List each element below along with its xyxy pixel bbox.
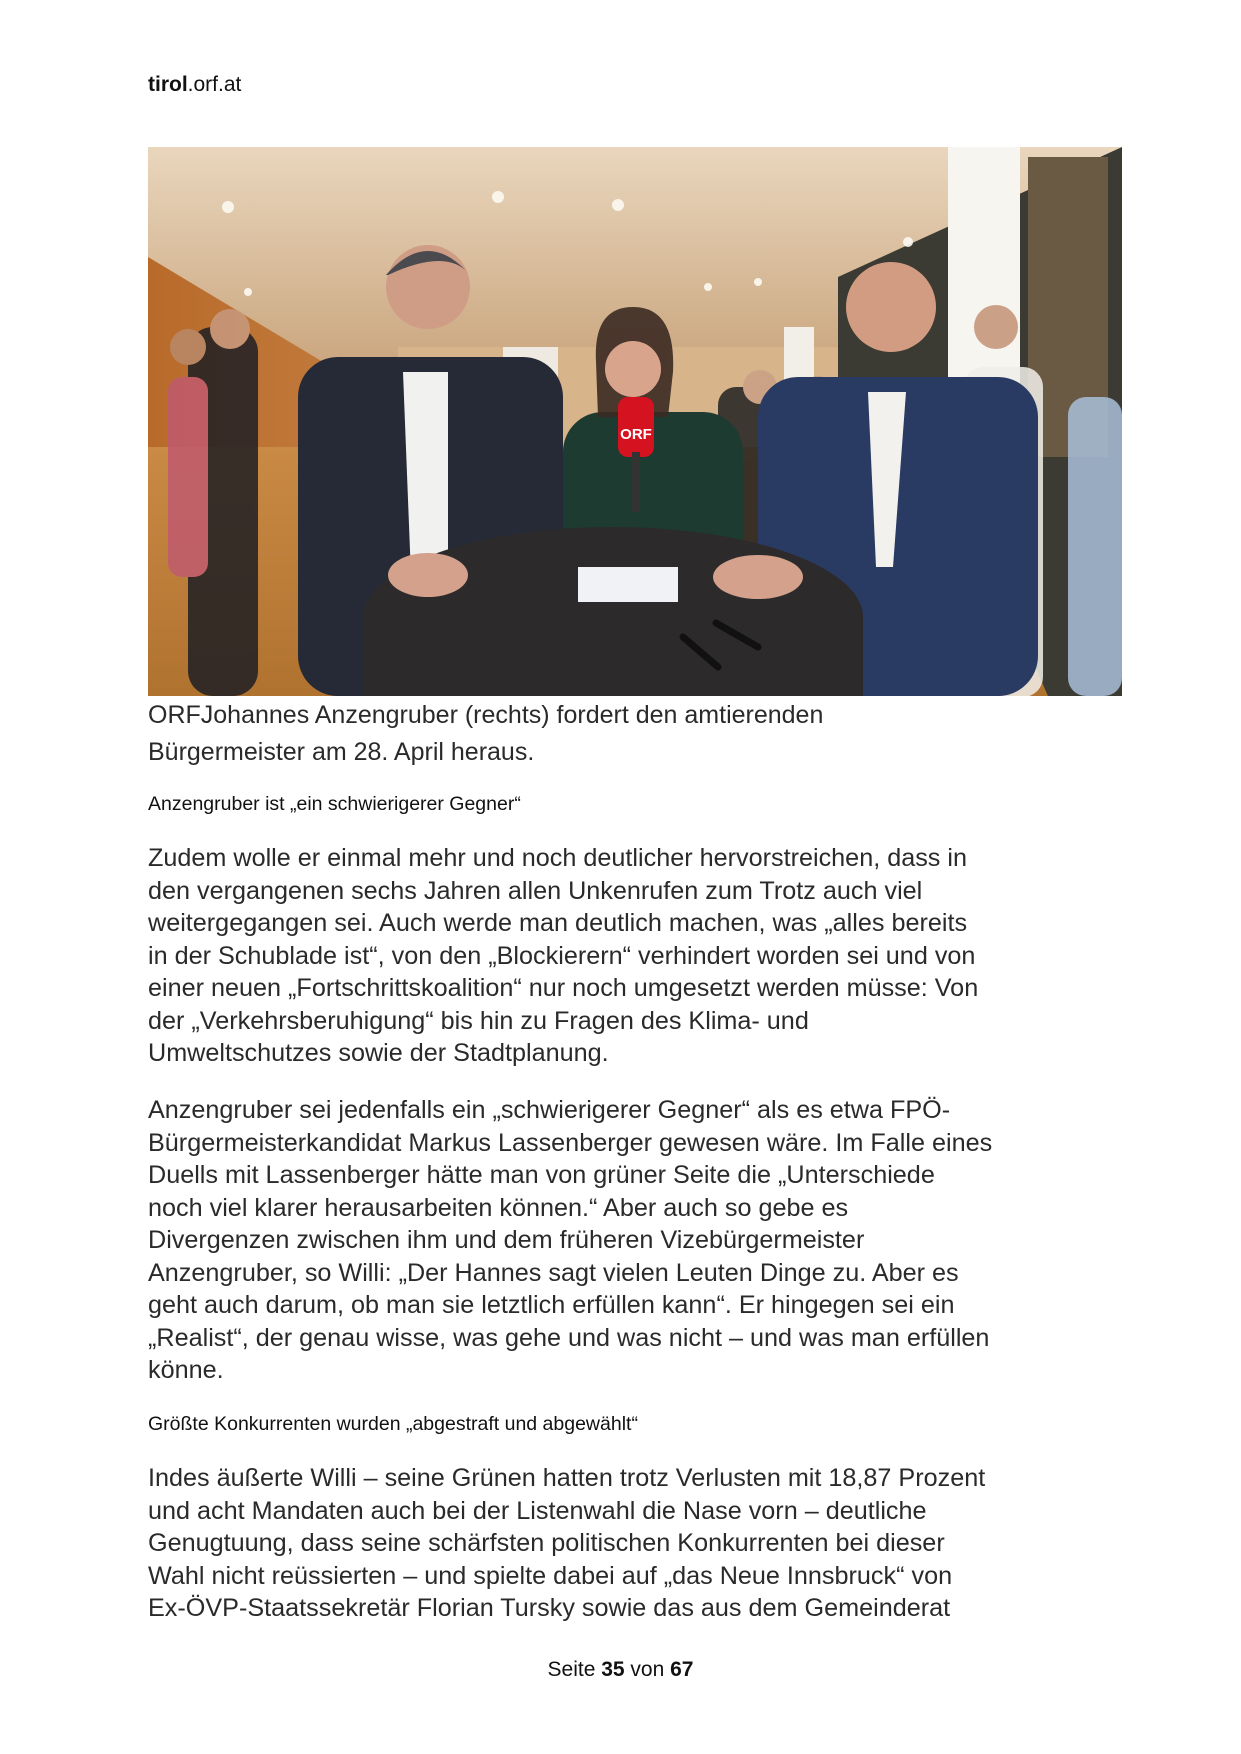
paragraph-line: den vergangenen sechs Jahren allen Unkenrufen zum Trotz auch viel bbox=[148, 876, 923, 905]
site-name-domain: .orf.at bbox=[187, 73, 242, 96]
article-paragraph bbox=[148, 1094, 1108, 1387]
paragraph-line: Ex-ÖVP-Staatssekretär Florian Tursky sowie das aus dem Gemeinderat bbox=[148, 1594, 951, 1622]
paragraph-line: weitergegangen sei. Auch werde man deutlich machen, was „alles bereits bbox=[148, 909, 968, 937]
interview-photo-illustration bbox=[148, 147, 1122, 696]
site-header bbox=[148, 72, 241, 98]
paragraph-line: in der Schublade ist“, von den „Blockierern“ verhindert worden sei und von bbox=[148, 941, 976, 970]
section-subheading: Größte Konkurrenten wurden „abgestraft und abgewählt“ bbox=[148, 1413, 638, 1435]
paragraph-line: der „Verkehrsberuhigung“ bis hin zu Fragen des Klima- und bbox=[148, 1006, 809, 1035]
photo-caption bbox=[148, 697, 1108, 771]
article-paragraph bbox=[148, 842, 1108, 1070]
paragraph-line: „Realist“, der genau wisse, was gehe und was nicht – und was man erfüllen bbox=[148, 1323, 990, 1352]
page-footer bbox=[0, 1657, 1241, 1683]
article-paragraph bbox=[148, 1462, 1108, 1625]
page-label: Seite bbox=[547, 1658, 602, 1681]
total-pages-number: 67 bbox=[670, 1658, 694, 1681]
paragraph-line: und acht Mandaten auch bei der Listenwahl die Nase vorn – deutliche bbox=[148, 1496, 927, 1525]
paragraph-line: Wahl nicht reüssierten – und spielte dabei auf „das Neue Innsbruck“ von bbox=[148, 1561, 953, 1590]
paragraph-line: Anzengruber, so Willi: „Der Hannes sagt vielen Leuten Dinge zu. Aber es bbox=[148, 1258, 959, 1287]
paragraph-line: Indes äußerte Willi – seine Grünen hatten trotz Verlusten mit 18,87 Prozent bbox=[148, 1464, 986, 1492]
caption-line: ORFJohannes Anzengruber (rechts) fordert den amtierenden bbox=[148, 701, 824, 729]
current-page-number: 35 bbox=[601, 1658, 625, 1681]
paragraph-line: Genugtuung, dass seine schärfsten politischen Konkurrenten bei dieser bbox=[148, 1529, 945, 1557]
site-name-bold: tirol bbox=[148, 73, 188, 96]
paragraph-line: Duells mit Lassenberger hätte man von grüner Seite die „Unterschiede bbox=[148, 1161, 935, 1189]
paragraph-line: geht auch darum, ob man sie letztlich erfüllen kann“. Er hingegen sei ein bbox=[148, 1291, 955, 1319]
paragraph-line: Zudem wolle er einmal mehr und noch deutlicher hervorstreichen, dass in bbox=[148, 844, 967, 872]
article-photo bbox=[148, 147, 1122, 696]
paragraph-line: könne. bbox=[148, 1356, 224, 1384]
paragraph-line: Umweltschutzes sowie der Stadtplanung. bbox=[148, 1039, 609, 1067]
paragraph-line: Divergenzen zwischen ihm und dem früheren Vizebürgermeister bbox=[148, 1226, 865, 1254]
section-subheading: Anzengruber ist „ein schwierigerer Gegner“ bbox=[148, 793, 521, 815]
orf-mic-label: ORF bbox=[620, 426, 652, 443]
caption-line: Bürgermeister am 28. April heraus. bbox=[148, 738, 535, 766]
paragraph-line: noch viel klarer herausarbeiten können.“ Aber auch so gebe es bbox=[148, 1193, 849, 1222]
paragraph-line: einer neuen „Fortschrittskoalition“ nur noch umgesetzt werden müsse: Von bbox=[148, 974, 979, 1002]
paragraph-line: Anzengruber sei jedenfalls ein „schwierigerer Gegner“ als es etwa FPÖ- bbox=[148, 1096, 951, 1124]
paragraph-line: Bürgermeisterkandidat Markus Lassenberger gewesen wäre. Im Falle eines bbox=[148, 1128, 993, 1157]
page-of-label: von bbox=[624, 1658, 671, 1681]
